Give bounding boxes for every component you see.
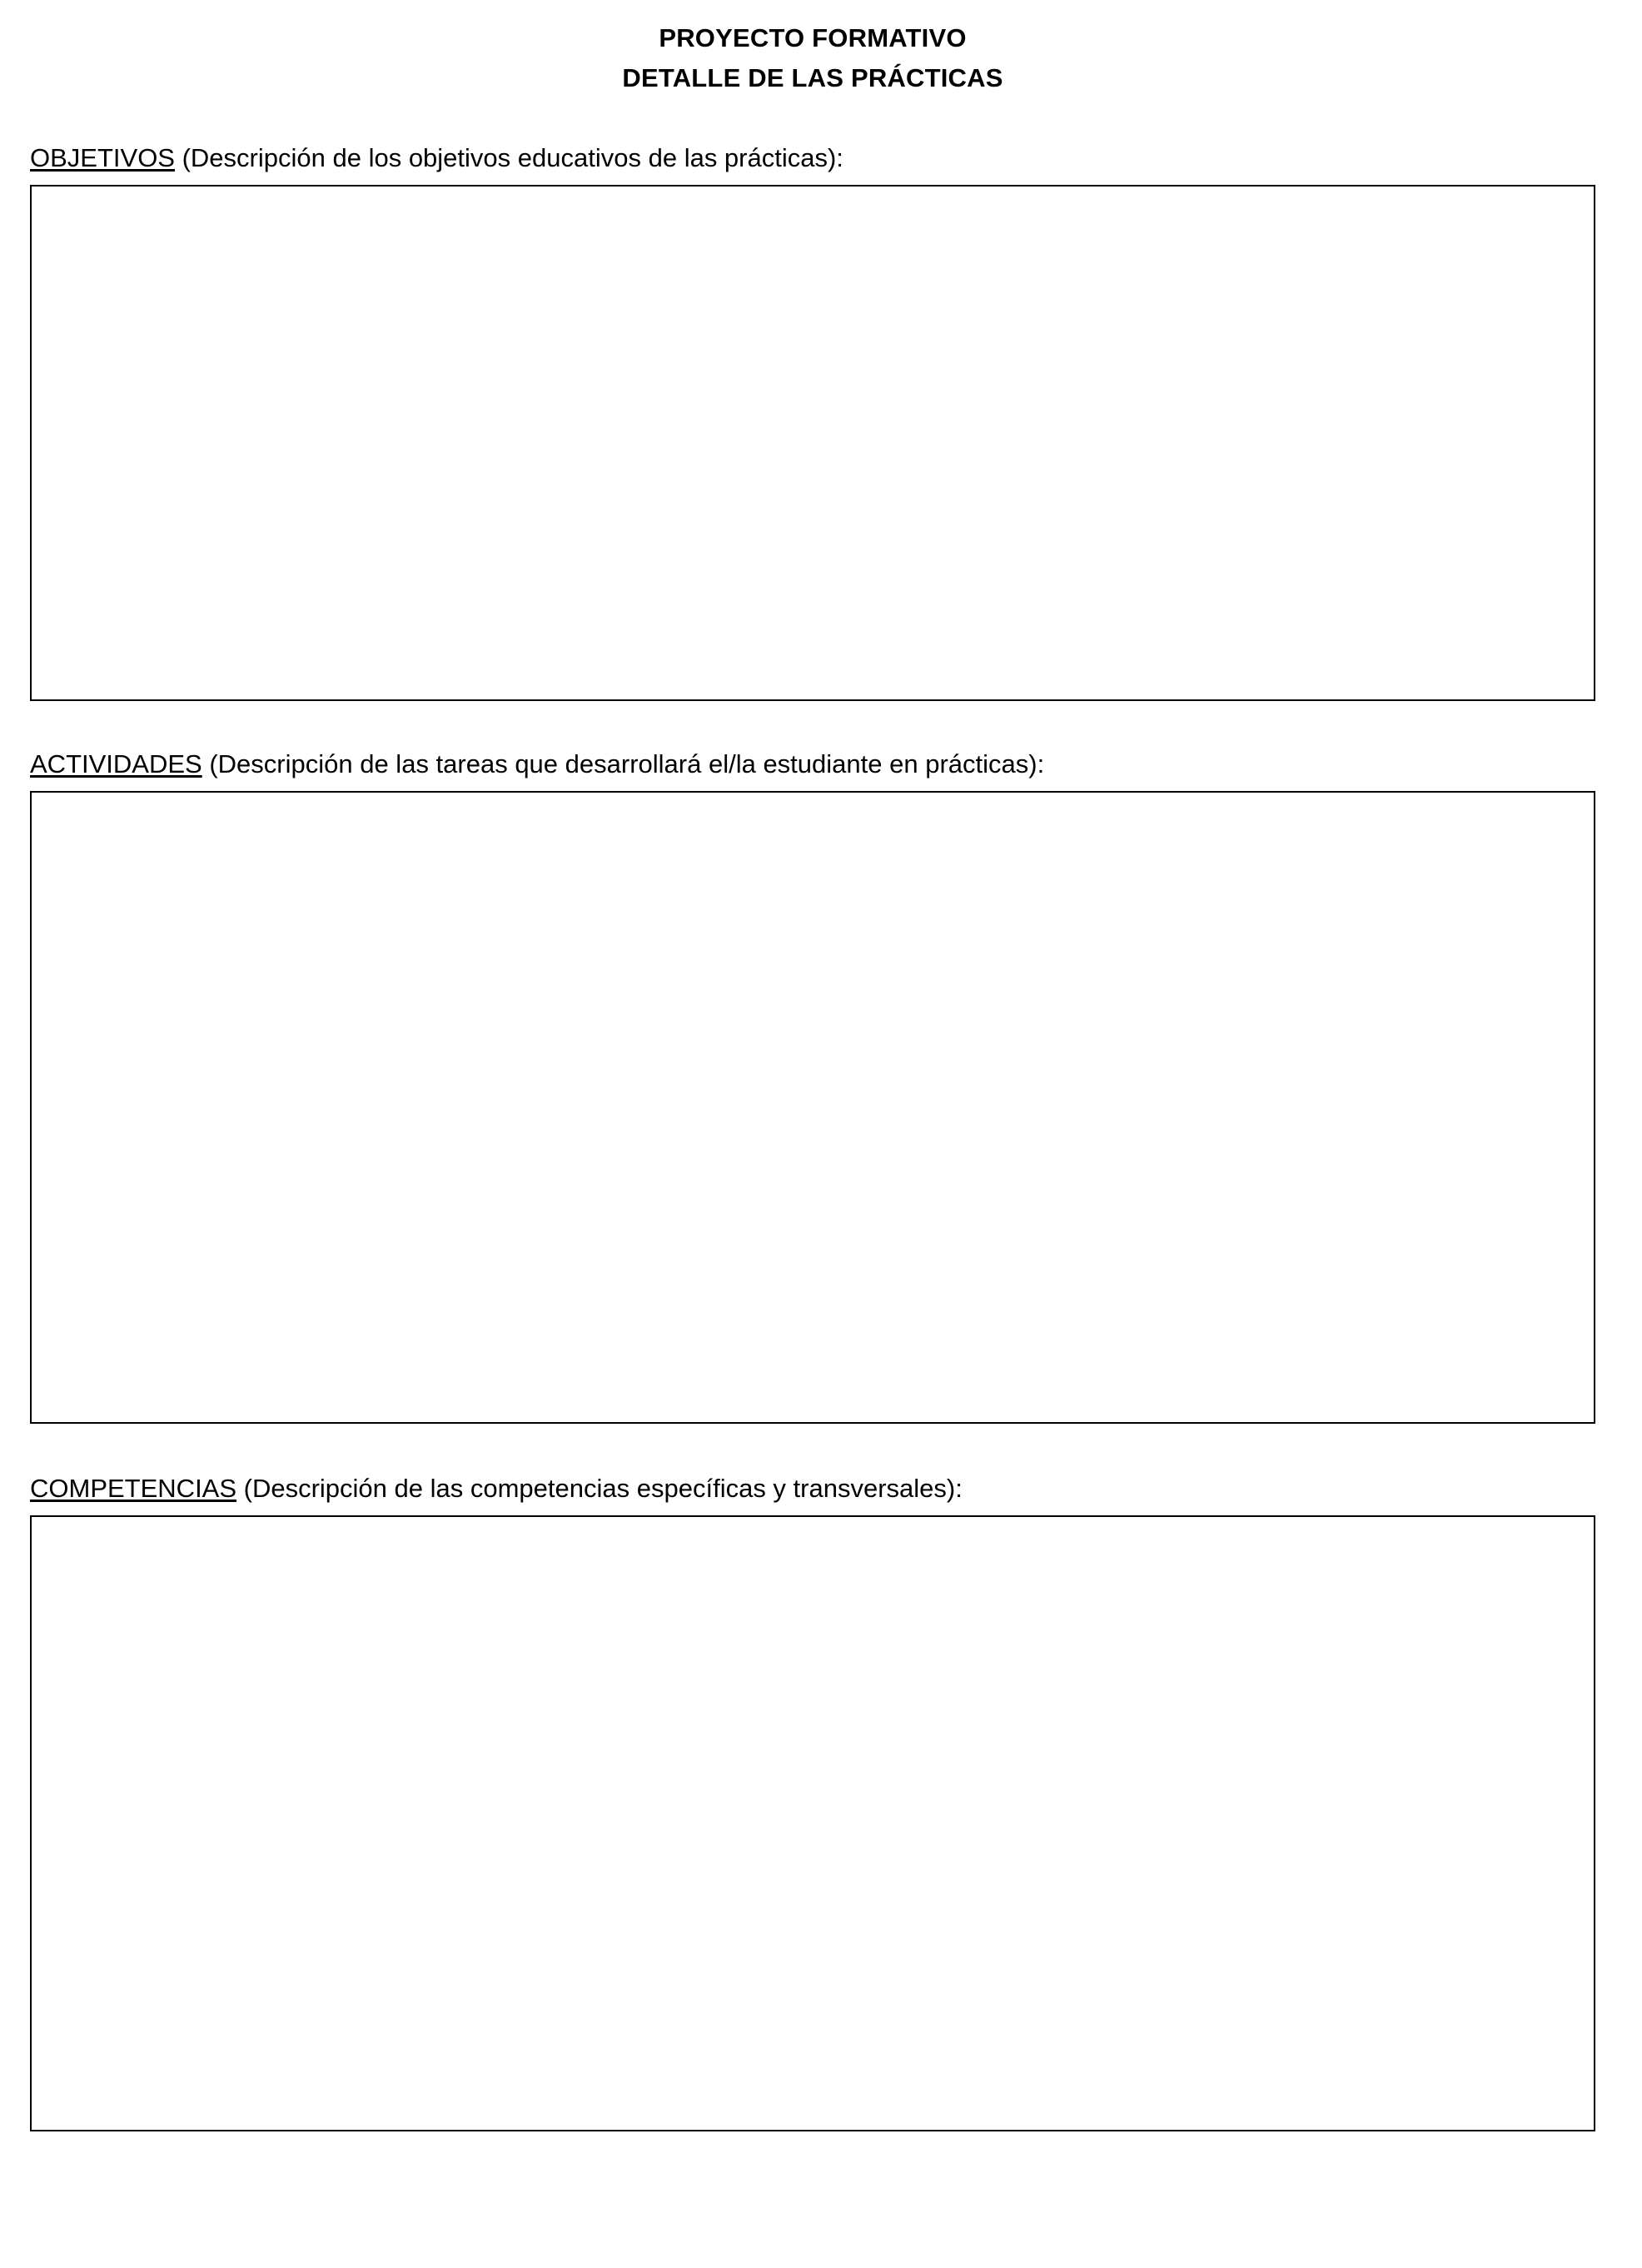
label-actividades-heading: ACTIVIDADES <box>30 749 202 778</box>
page-title <box>30 18 1595 98</box>
input-competencias[interactable] <box>30 1515 1595 2131</box>
label-actividades-description: (Descripción de las tareas que desarrollará el/la estudiante en prácticas): <box>202 749 1045 778</box>
label-competencias-description: (Descripción de las competencias específicas y transversales): <box>236 1474 963 1503</box>
label-competencias <box>30 1472 1595 1505</box>
label-objetivos-heading: OBJETIVOS <box>30 143 175 172</box>
label-actividades <box>30 748 1595 781</box>
input-actividades[interactable] <box>30 791 1595 1424</box>
section-objetivos <box>30 142 1595 701</box>
input-objetivos[interactable] <box>30 185 1595 701</box>
label-competencias-heading: COMPETENCIAS <box>30 1474 237 1503</box>
label-objetivos-description: (Descripción de los objetivos educativos de las prácticas): <box>174 143 843 172</box>
page-title-line-1: PROYECTO FORMATIVO <box>659 23 967 52</box>
label-objetivos <box>30 142 1595 175</box>
section-actividades <box>30 748 1595 1424</box>
section-competencias <box>30 1472 1595 2131</box>
page-title-line-2: DETALLE DE LAS PRÁCTICAS <box>622 63 1003 92</box>
